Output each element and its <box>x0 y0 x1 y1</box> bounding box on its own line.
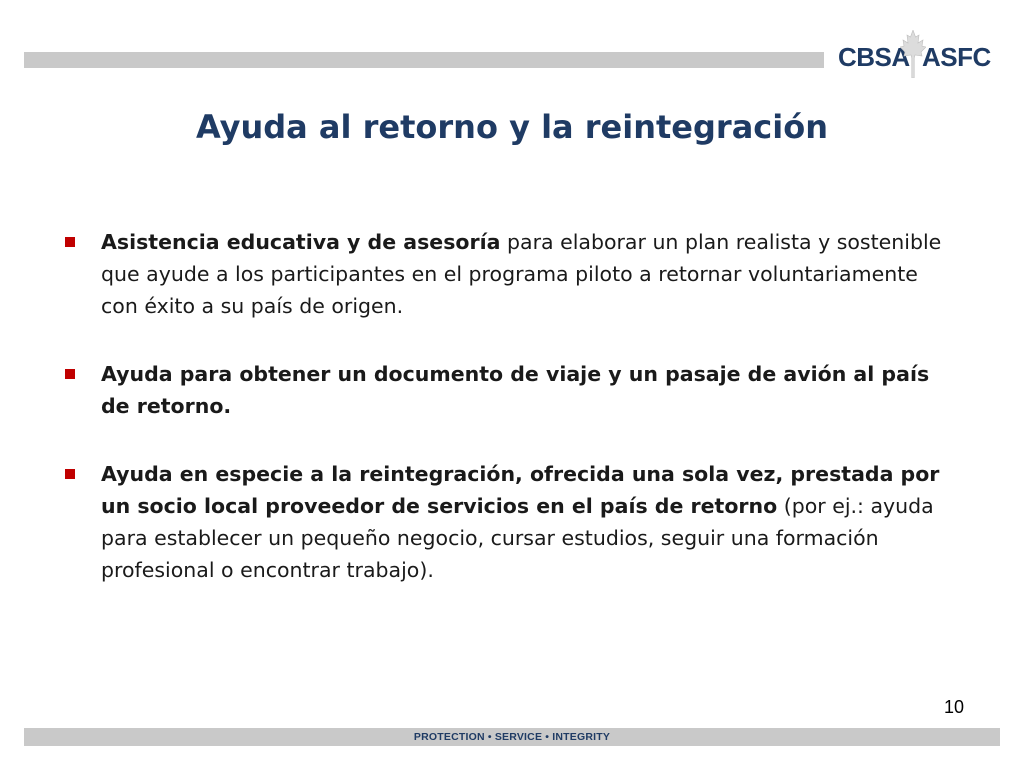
page-number: 10 <box>943 697 964 717</box>
bullet-bold-text: Ayuda en especie a la reintegración, ofrecida una sola vez, prestada por un socio local proveedor de servicios en el país de retorno <box>101 462 940 518</box>
bullet-bold-text: Ayuda para obtener un documento de viaje y un pasaje de avión al país de retorno. <box>101 362 930 418</box>
bullet-item <box>64 358 944 422</box>
footer-bar <box>24 728 1000 746</box>
header-bar <box>24 52 824 68</box>
bullet-square-icon <box>65 469 75 479</box>
slide-title: Ayuda al retorno y la reintegración <box>196 108 828 146</box>
bullet-square-icon <box>65 369 75 379</box>
bullet-text: (por ej.: ayuda para establecer un pequeño negocio, cursar estudios, seguir una formación profesional o encontrar trabajo). <box>101 494 934 582</box>
logo-text-cbsa: CBSA <box>838 42 910 72</box>
footer-motto: PROTECTION • SERVICE • INTEGRITY <box>413 731 611 743</box>
cbsa-asfc-logo <box>838 30 991 78</box>
bullet-item <box>64 226 944 322</box>
bullet-text: para elaborar un plan realista y sostenible que ayude a los participantes en el programa piloto a retornar voluntariamente con éxito a su país de origen. <box>101 230 942 318</box>
bullet-item <box>64 458 944 586</box>
bullet-bold-text: Asistencia educativa y de asesoría <box>101 230 501 254</box>
bullet-square-icon <box>65 237 75 247</box>
logo-text-asfc: ASFC <box>922 42 991 72</box>
bullet-list <box>64 226 944 622</box>
